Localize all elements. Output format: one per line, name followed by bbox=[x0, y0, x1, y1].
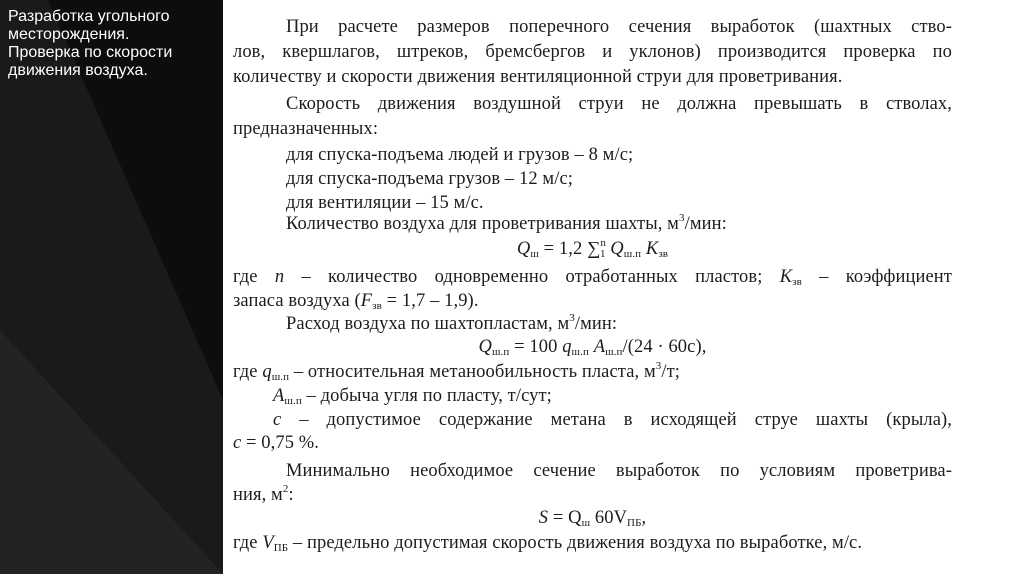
sidebar-panel bbox=[0, 0, 223, 574]
slide-title-line: Проверка по скорости bbox=[8, 44, 173, 61]
formula-intro: Расход воздуха по шахтопластам, $м^3$/мин: bbox=[286, 312, 618, 334]
formula-explanation: запаса воздуха $(F_{зв} = 1,7 - 1,9)$. bbox=[233, 291, 479, 312]
formula-explanation: c – допустимое содержание метана в исходящей струе шахты (крыла), bbox=[273, 410, 952, 430]
speed-limit-item: для вентиляции – 15 м/с. bbox=[286, 193, 484, 213]
document-page bbox=[223, 0, 1024, 574]
formula-intro: Количество воздуха для проветривания шахты, $м^3$/мин: bbox=[286, 212, 727, 234]
paragraph-line: предназначенных: bbox=[233, 119, 379, 139]
formula-explanation: где $V_{ПБ}$ – предельно допустимая скорость движения воздуха по выработке, м/с. bbox=[233, 533, 863, 554]
slide-title-line: Разработка угольного bbox=[8, 8, 170, 25]
speed-limit-item: для спуска-подъема грузов – 12 м/с; bbox=[286, 169, 574, 189]
paragraph-line: количеству и скорости движения вентиляционной струи для проветривания. bbox=[233, 67, 843, 87]
formula-explanation: $A_{ш.п}$ – добыча угля по пласту, т/сут; bbox=[273, 386, 552, 407]
slide-title-line: движения воздуха. bbox=[8, 62, 148, 79]
paragraph-line: При расчете размеров поперечного сечения выработок (шахтных ство- bbox=[286, 17, 952, 37]
slide-title bbox=[8, 8, 218, 80]
paragraph-line: Минимально необходимое сечение выработок по условиям проветрива- bbox=[286, 461, 952, 481]
formula-explanation: где n – количество одновременно отработанных пластов; $K_{зв}$ – коэффициент bbox=[233, 267, 952, 288]
paragraph-line: лов, квершлагов, штреков, бремсбергов и уклонов) производится проверка по bbox=[233, 42, 952, 62]
formula-explanation: c = 0,75 %. bbox=[233, 433, 320, 453]
sidebar-background-decoration bbox=[0, 0, 223, 574]
seam-air-flow-formula: $Q_{ш.п} = 100$ $q_{ш.п}$ $A_{ш.п}/(24 \cdot 60с)$, bbox=[478, 337, 707, 358]
formula-explanation: где $q_{ш.п}$ – относительная метанообильность пласта, $м^3/т$; bbox=[233, 360, 681, 383]
speed-limit-item: для спуска-подъема людей и грузов – 8 м/с; bbox=[286, 145, 634, 165]
min-section-formula: $S = Q_ш$ $60V_{ПБ}$, bbox=[538, 508, 647, 529]
slide-title-line: месторождения. bbox=[8, 26, 130, 43]
paragraph-line: Скорость движения воздушной струи не должна превышать в стволах, bbox=[286, 94, 952, 114]
paragraph-line: ния, $м^2$: bbox=[233, 483, 294, 505]
air-quantity-formula: $Q_ш = 1,2$ ∑$^n_1$ $Q_{ш.п}$ $K_{зв}$ bbox=[516, 237, 669, 260]
